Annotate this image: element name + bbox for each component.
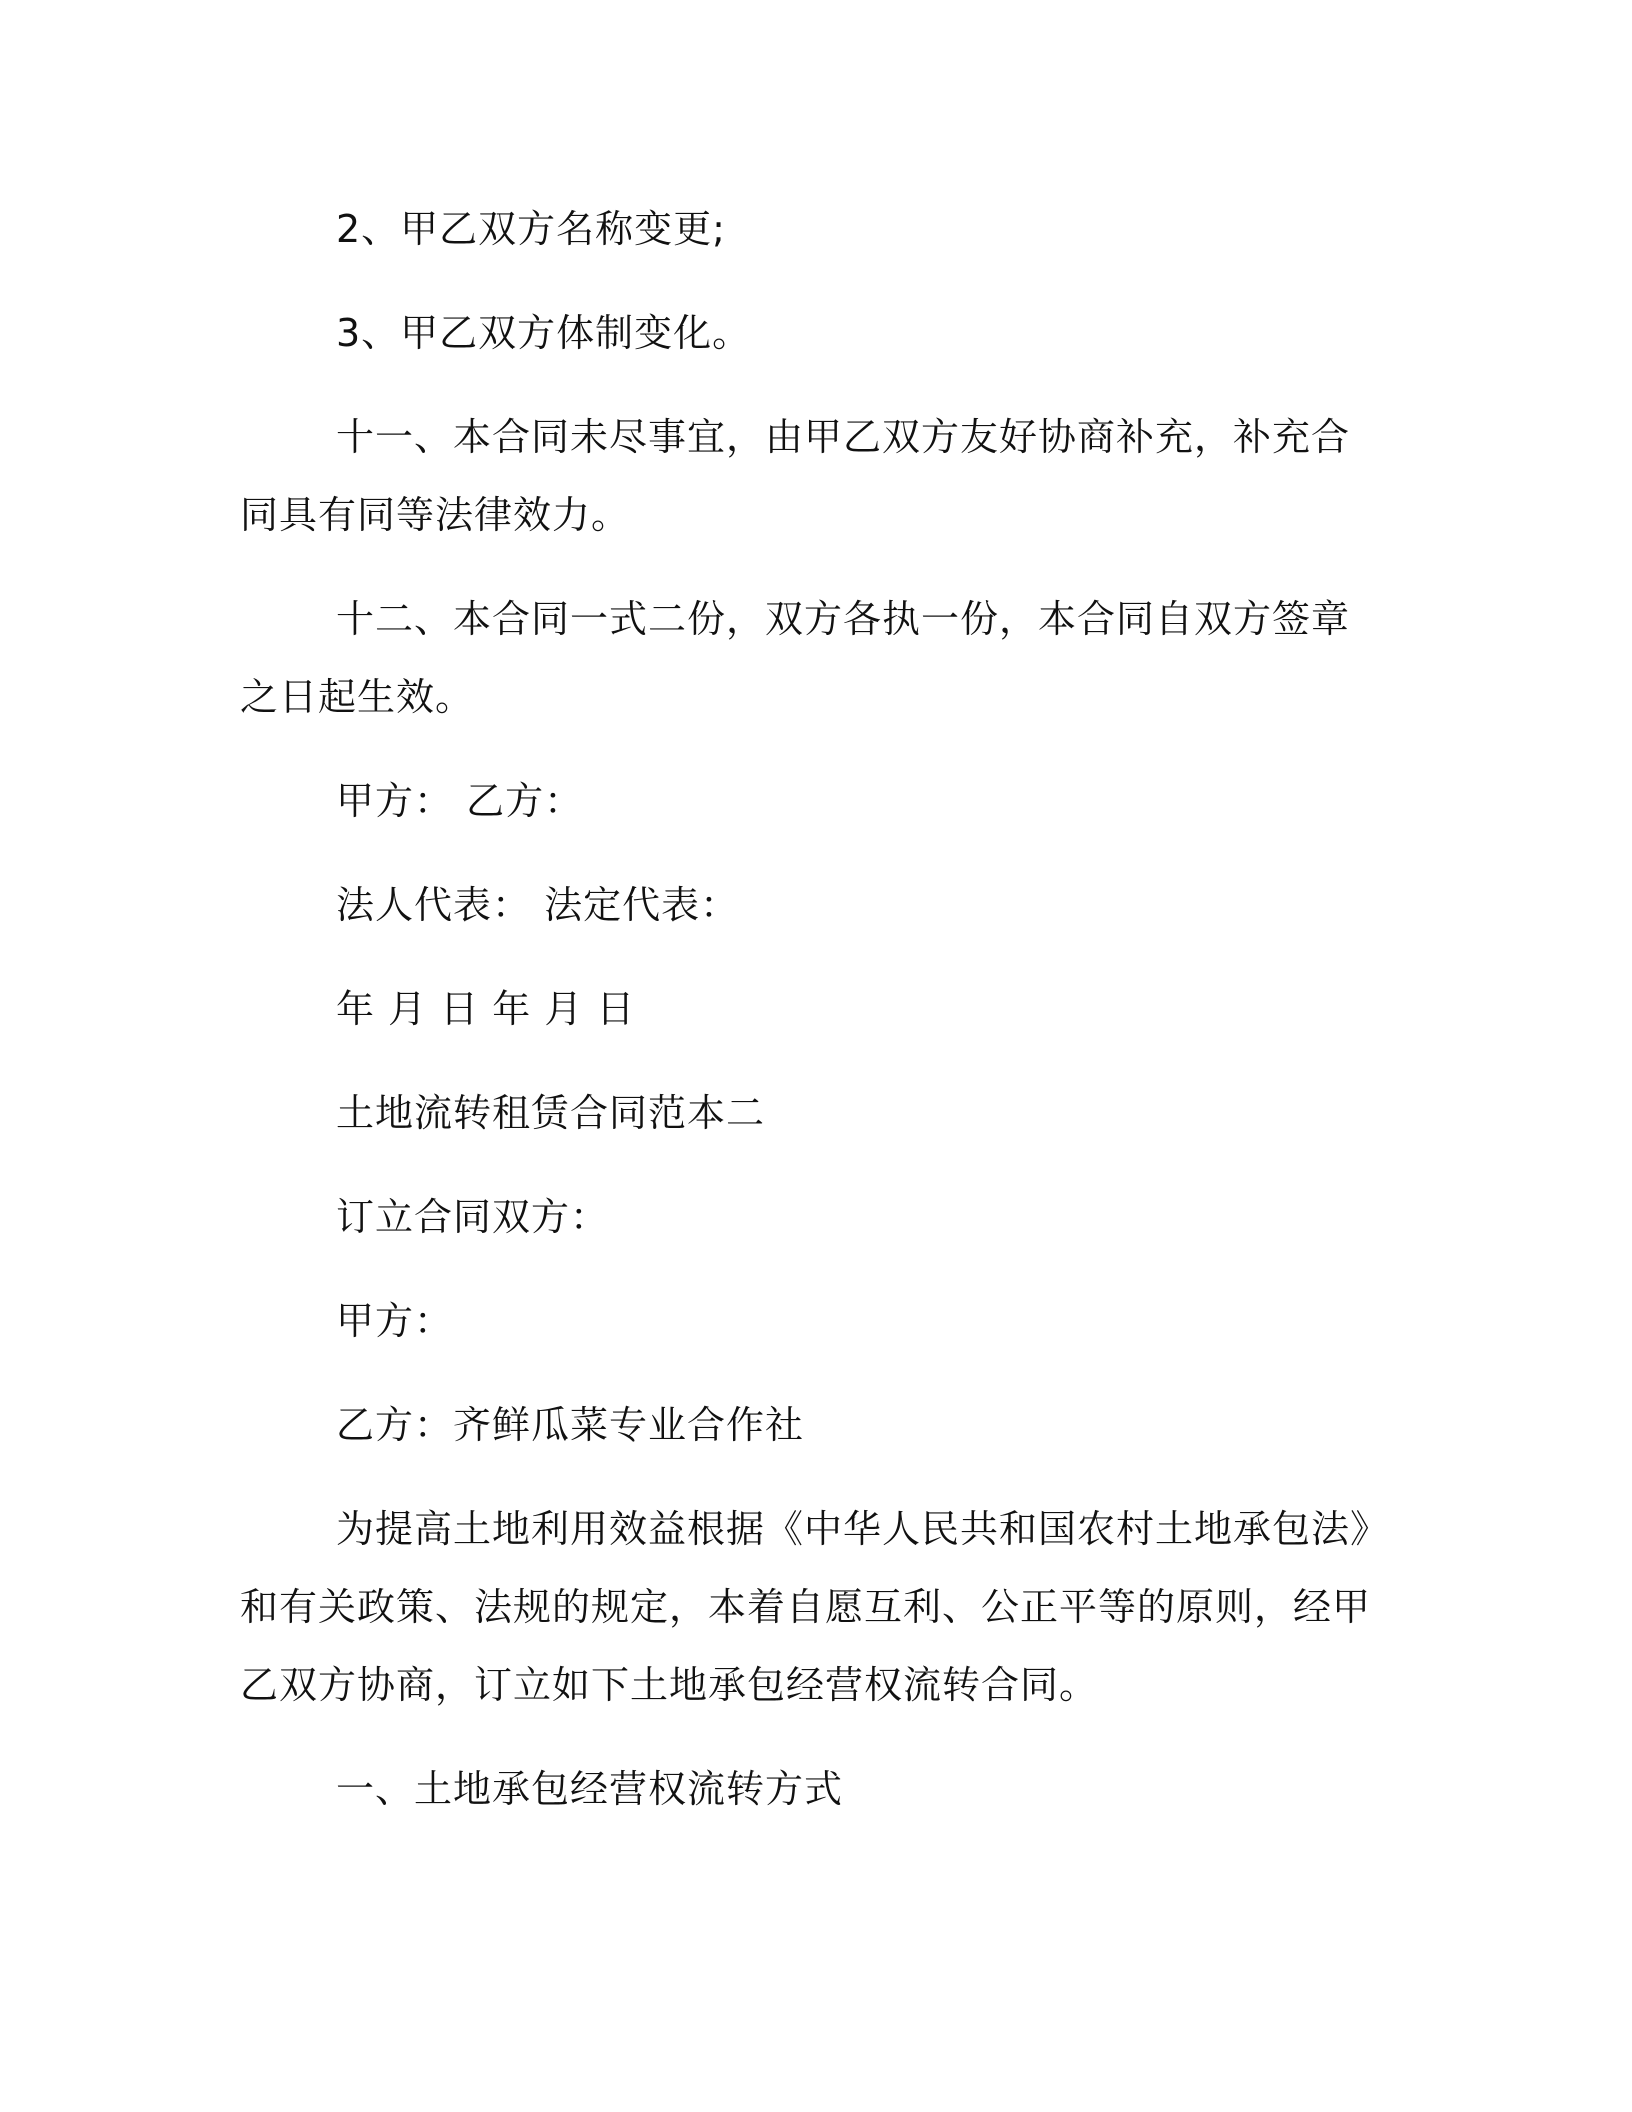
paragraph-item-3: 3、甲乙双方体制变化。 <box>336 311 752 355</box>
contracting-parties-heading: 订立合同双方： <box>336 1195 610 1239</box>
party-b-line: 乙方：齐鲜瓜菜专业合作社 <box>336 1403 805 1447</box>
section-title-template-two: 土地流转租赁合同范本二 <box>336 1091 766 1135</box>
paragraph-item-2: 2、甲乙双方名称变更; <box>336 207 726 251</box>
signature-date-line: 年 月 日 年 月 日 <box>336 987 636 1031</box>
signature-parties-line: 甲方： 乙方： <box>336 779 584 823</box>
party-a-line: 甲方： <box>336 1299 454 1343</box>
paragraph-clause-12: 十二、本合同一式二份，双方各执一份，本合同自双方签章之日起生效。 <box>240 597 1351 719</box>
section-one-heading: 一、土地承包经营权流转方式 <box>336 1767 844 1811</box>
paragraph-clause-11: 十一、本合同未尽事宜，由甲乙双方友好协商补充，补充合同具有同等法律效力。 <box>240 415 1351 537</box>
signature-representatives-line: 法人代表： 法定代表： <box>336 883 740 927</box>
preamble-paragraph: 为提高土地利用效益根据《中华人民共和国农村土地承包法》和有关政策、法规的规定，本着自愿互利、公正平等的原则，经甲乙双方协商，订立如下土地承包经营权流转合同。 <box>240 1507 1372 1707</box>
document-body <box>240 190 1380 1828</box>
